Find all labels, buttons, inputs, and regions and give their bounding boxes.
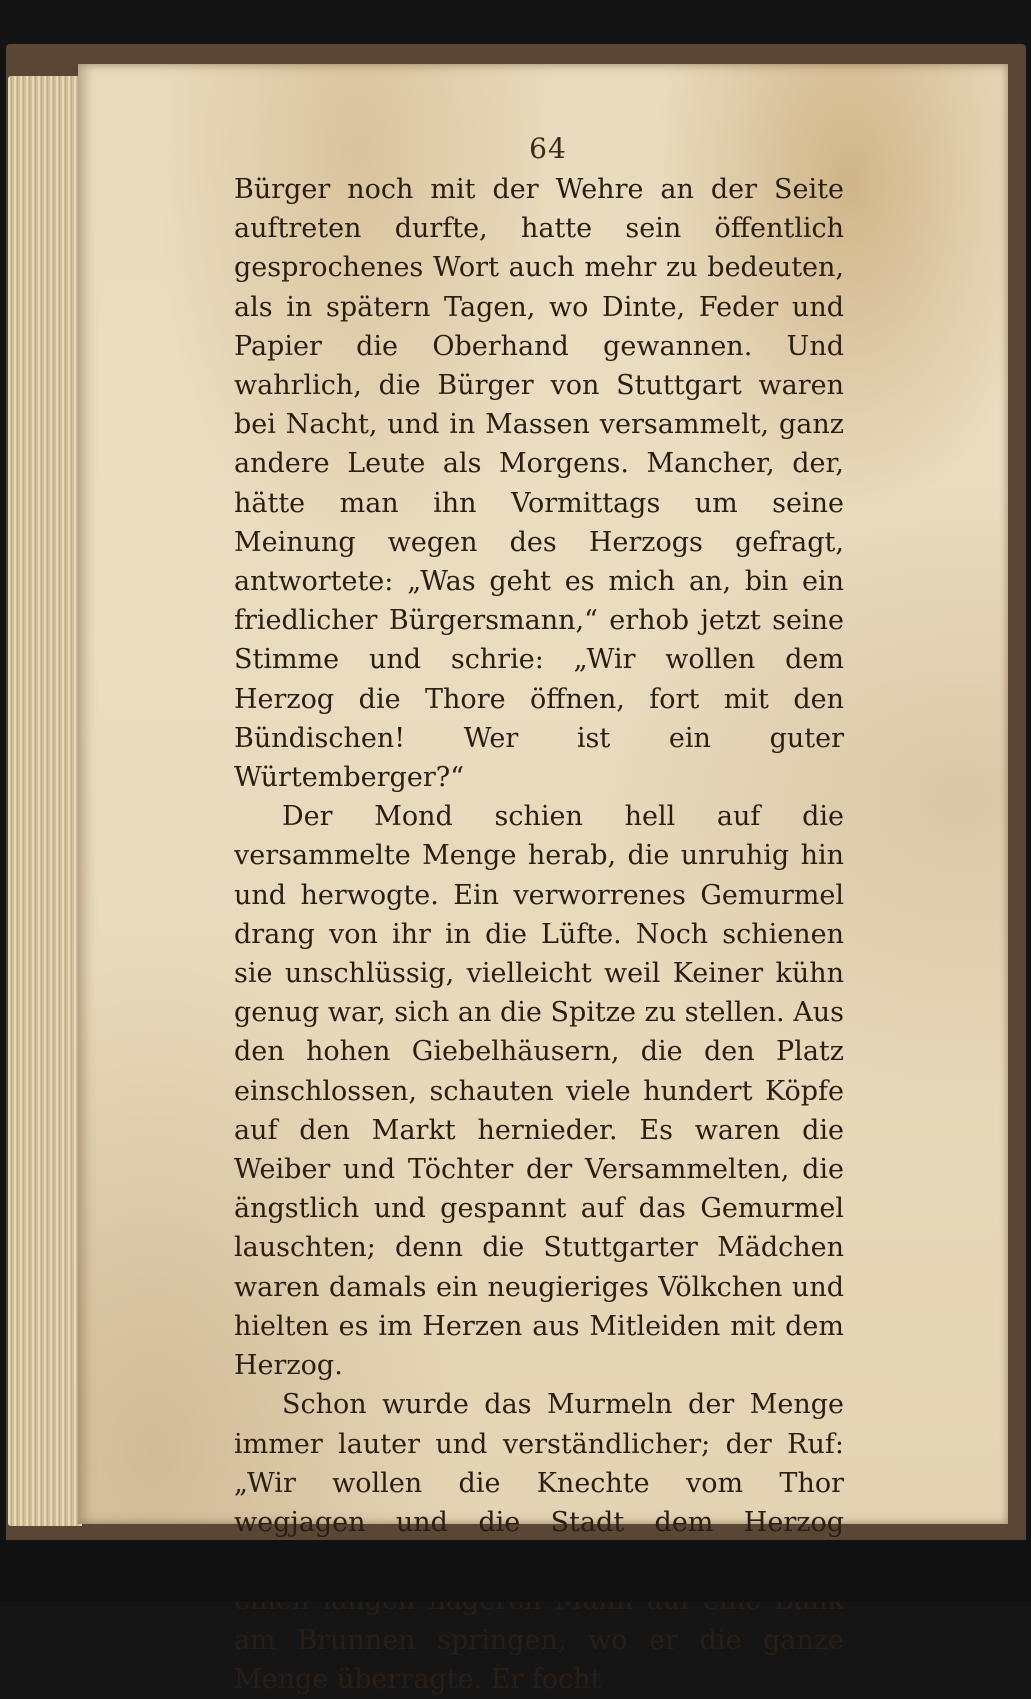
page-number: 64: [529, 132, 567, 165]
paragraph-2: Der Mond schien hell auf die versammelte Menge herab, die unruhig hin und herwogte. Ein verworrenes Gemurmel drang von ihr in die Lüfte. Noch schienen sie unschlüssig, vielleicht weil Keiner kühn genug war, sich an die Spitze zu stellen. Aus den hohen Giebelhäusern, die den Platz einschlossen, schauten viele hundert Köpfe auf den Markt hernieder. Es waren die Weiber und Töchter der Versammelten, die ängstlich und gespannt auf das Gemurmel lauschten; denn die Stuttgarter Mädchen waren damals ein neugieriges Völkchen und hielten es im Herzen aus Mitleiden mit dem Herzog.: [234, 801, 844, 1382]
body-text: [234, 170, 844, 1699]
book-page: [78, 64, 1008, 1695]
paragraph-3: Schon wurde das Murmeln der Menge immer lauter und verständlicher; der Ruf: „Wir wollen die Knechte vom Thor wegjagen und die Stadt dem Herzog am Brunnen springen, wo er die ganze Menge überragte. Er focht: [234, 1389, 844, 1695]
page-edges: [8, 76, 82, 1526]
scan-background-bottom: [0, 1540, 1031, 1602]
paragraph-1: Bürger noch mit der Wehre an der Seite auftreten durfte, hatte sein öffentlich gesprochenes Wort auch mehr zu bedeuten, als in spätern Tagen, wo Dinte, Feder und Papier die Oberhand gewannen. Und wahrlich, die Bürger von Stuttgart waren bei Nacht, und in Massen versammelt, ganz andere Leute als Morgens. Mancher, der, hätte man ihn Vormittags um seine Meinung wegen des Herzogs gefragt, antwortete: „Was geht es mich an, bin ein friedlicher Bürgersmann,“ erhob jetzt seine Stimme und schrie: „Wir wollen dem Herzog die Thore öffnen, fort mit den Bündischen! Wer ist ein guter Würtemberger?“: [234, 174, 844, 794]
